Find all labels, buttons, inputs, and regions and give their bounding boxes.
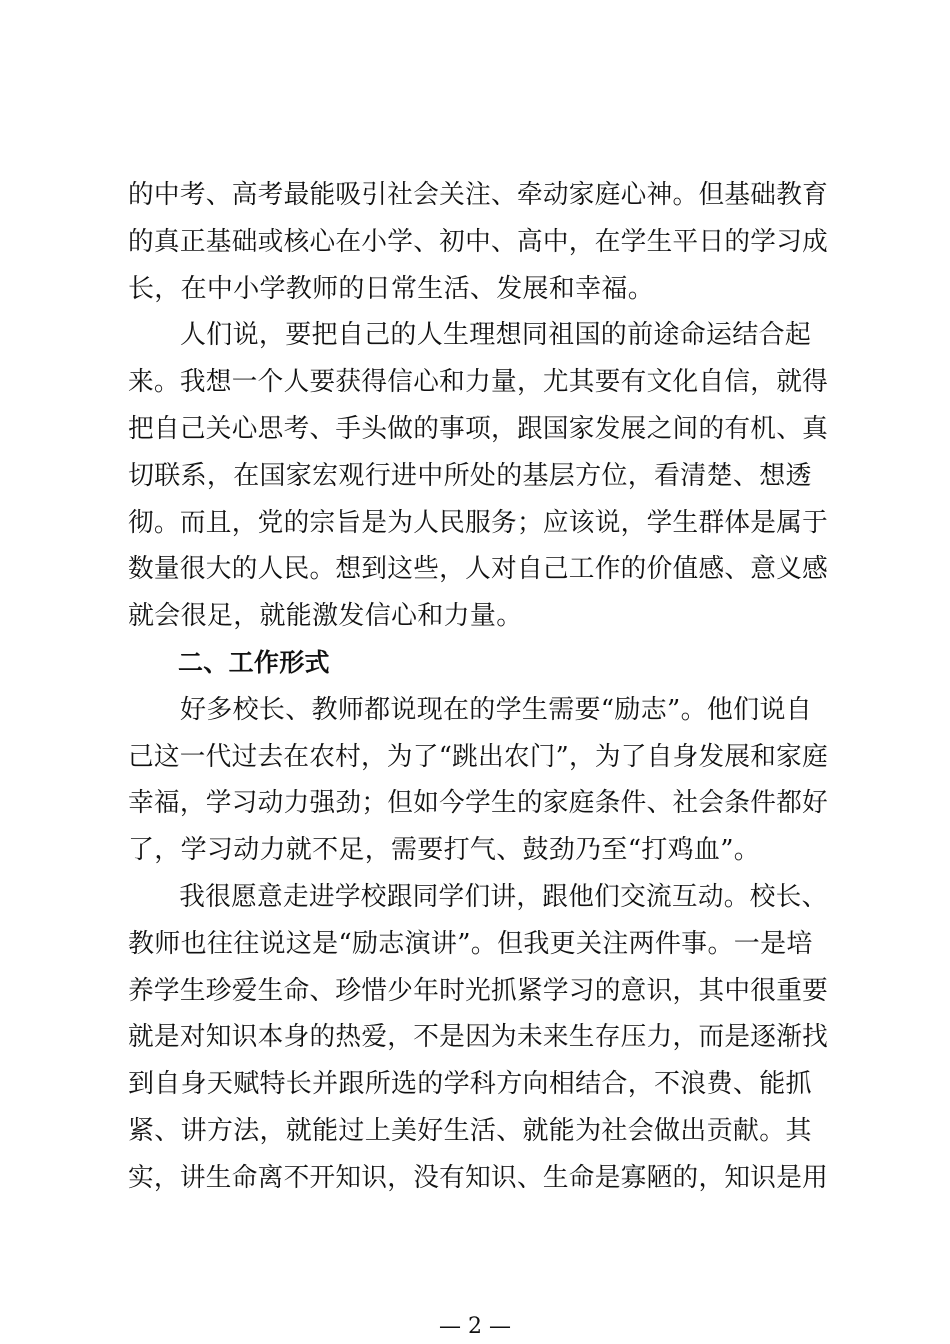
text-line: 数量很大的人民。想到这些，人对自己工作的价值感、意义感 <box>128 554 829 585</box>
text-line: 教师也往往说这是“励志演讲”。但我更关注两件事。一是培 <box>128 928 813 959</box>
page-number: — 2 — <box>439 1314 511 1339</box>
text-line: 幸福，学习动力强劲；但如今学生的家庭条件、社会条件都好 <box>128 788 829 819</box>
text-line: 到自身天赋特长并跟所选的学科方向相结合，不浪费、能抓 <box>128 1069 812 1100</box>
text-line: 实，讲生命离不开知识，没有知识、生命是寡陋的，知识是用 <box>128 1162 829 1193</box>
text-line: 彻。而且，党的宗旨是为人民服务；应该说，学生群体是属于 <box>128 507 829 538</box>
text-line: 的真正基础或核心在小学、初中、高中，在学生平日的学习成 <box>128 226 829 257</box>
text-line: 好多校长、教师都说现在的学生需要“励志”。他们说自 <box>180 694 813 725</box>
text-line: 我很愿意走进学校跟同学们讲，跟他们交流互动。校长、 <box>179 881 828 912</box>
text-line: 就是对知识本身的热爱，不是因为未来生存压力，而是逐渐找 <box>128 1022 829 1053</box>
text-line: 养学生珍爱生命、珍惜少年时光抓紧学习的意识，其中很重要 <box>128 975 829 1006</box>
text-line: 长，在中小学教师的日常生活、发展和幸福。 <box>128 273 655 304</box>
text-line: 人们说，要把自己的人生理想同祖国的前途命运结合起 <box>180 320 812 351</box>
text-line: 紧、讲方法，就能过上美好生活、就能为社会做出贡献。其 <box>128 1115 812 1146</box>
body-text <box>128 172 828 1202</box>
text-line: 把自己关心思考、手头做的事项，跟国家发展之间的有机、真 <box>128 413 829 444</box>
text-line: 来。我想一个人要获得信心和力量，尤其要有文化自信，就得 <box>128 367 829 398</box>
section-heading: 二、工作形式 <box>178 647 330 677</box>
text-line: 切联系，在国家宏观行进中所处的基层方位，看清楚、想透 <box>128 460 812 491</box>
text-line: 的中考、高考最能吸引社会关注、牵动家庭心神。但基础教育 <box>128 180 829 210</box>
text-line: 就会很足，就能激发信心和力量。 <box>128 601 523 632</box>
text-line: 了，学习动力就不足，需要打气、鼓劲乃至“打鸡血”。 <box>128 835 761 866</box>
text-line: 己这一代过去在农村，为了“跳出农门”，为了自身发展和家庭 <box>128 741 828 772</box>
